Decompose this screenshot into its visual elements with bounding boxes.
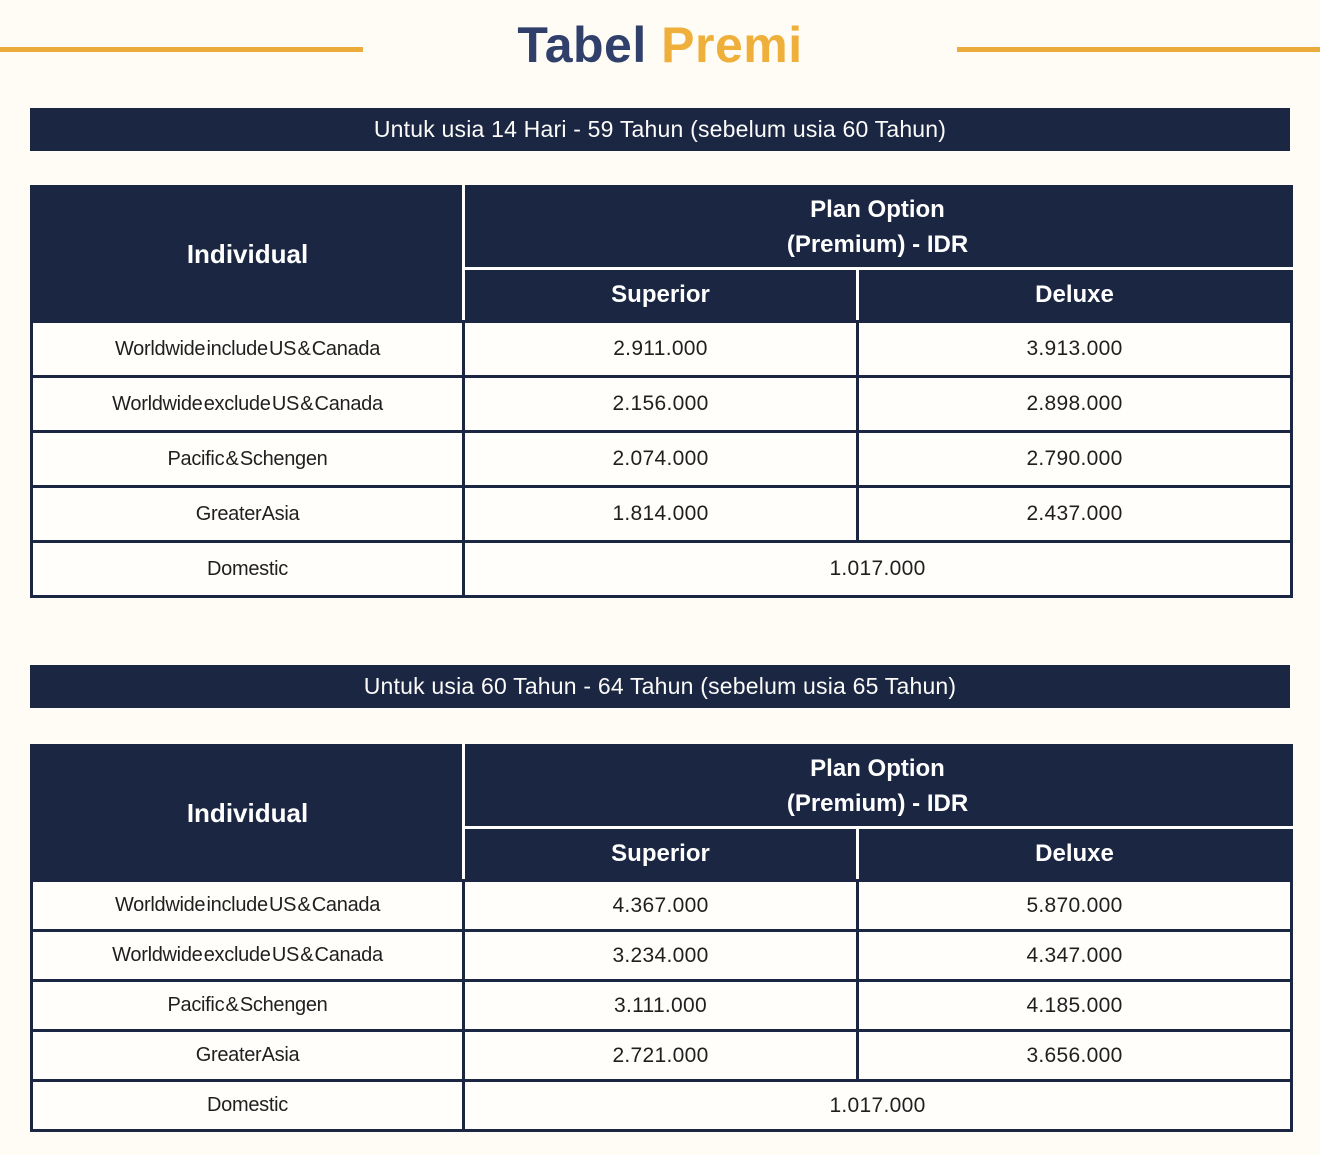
row-label-cell: Domestic [32,1081,464,1131]
table-row [32,487,1292,542]
title-right-rule [957,47,1320,52]
merged-value-cell: 1.017.000 [464,1081,1292,1131]
plan-option-line2: (Premium) - IDR [786,789,969,817]
deluxe-value-cell: 4.185.000 [858,981,1292,1031]
row-label-cell: Greater Asia [32,487,464,542]
age-band-banner-2: Untuk usia 60 Tahun - 64 Tahun (sebelum usia 65 Tahun) [30,665,1290,708]
superior-value-cell: 2.721.000 [464,1031,858,1081]
deluxe-value-cell: 2.790.000 [858,432,1292,487]
table-row [32,377,1292,432]
age-band-banner-1: Untuk usia 14 Hari - 59 Tahun (sebelum usia 60 Tahun) [30,108,1290,151]
page-title-tabel: Tabel [517,17,647,73]
table-row-domestic [32,1081,1292,1131]
superior-header: Superior [464,269,858,322]
superior-value-cell: 2.074.000 [464,432,858,487]
deluxe-value-cell: 4.347.000 [858,931,1292,981]
superior-value-cell: 2.156.000 [464,377,858,432]
deluxe-value-cell: 2.437.000 [858,487,1292,542]
table-2-header-row-1 [32,746,1292,828]
table-row [32,432,1292,487]
deluxe-header: Deluxe [858,269,1292,322]
row-label-cell: Worldwide include US & Canada [32,881,464,931]
plan-option-line1: Plan Option [810,754,945,782]
row-label-cell: Worldwide exclude US & Canada [32,931,464,981]
premium-table-2 [30,744,1293,1132]
deluxe-value-cell: 2.898.000 [858,377,1292,432]
row-label-cell: Greater Asia [32,1031,464,1081]
individual-header: Individual [32,187,464,322]
superior-value-cell: 3.111.000 [464,981,858,1031]
superior-value-cell: 4.367.000 [464,881,858,931]
superior-header: Superior [464,828,858,881]
page-title [0,0,1320,78]
plan-option-header [464,187,1292,269]
plan-option-header [464,746,1292,828]
plan-option-line1: Plan Option [810,195,945,223]
row-label-cell: Worldwide include US & Canada [32,322,464,377]
deluxe-header: Deluxe [858,828,1292,881]
page-title-premi: Premi [661,17,803,73]
superior-value-cell: 2.911.000 [464,322,858,377]
deluxe-value-cell: 3.913.000 [858,322,1292,377]
table-1-header-row-1 [32,187,1292,269]
deluxe-value-cell: 5.870.000 [858,881,1292,931]
table-row [32,931,1292,981]
merged-value-cell: 1.017.000 [464,542,1292,597]
row-label-cell: Pacific & Schengen [32,432,464,487]
table-row-domestic [32,542,1292,597]
row-label-cell: Domestic [32,542,464,597]
row-label-cell: Pacific & Schengen [32,981,464,1031]
table-row [32,1031,1292,1081]
superior-value-cell: 1.814.000 [464,487,858,542]
page-header [0,0,1320,94]
deluxe-value-cell: 3.656.000 [858,1031,1292,1081]
superior-value-cell: 3.234.000 [464,931,858,981]
premium-table-1 [30,185,1293,598]
row-label-cell: Worldwide exclude US & Canada [32,377,464,432]
individual-header: Individual [32,746,464,881]
table-row [32,981,1292,1031]
plan-option-line2: (Premium) - IDR [786,230,969,258]
title-left-rule [0,47,363,52]
table-row [32,322,1292,377]
table-row [32,881,1292,931]
